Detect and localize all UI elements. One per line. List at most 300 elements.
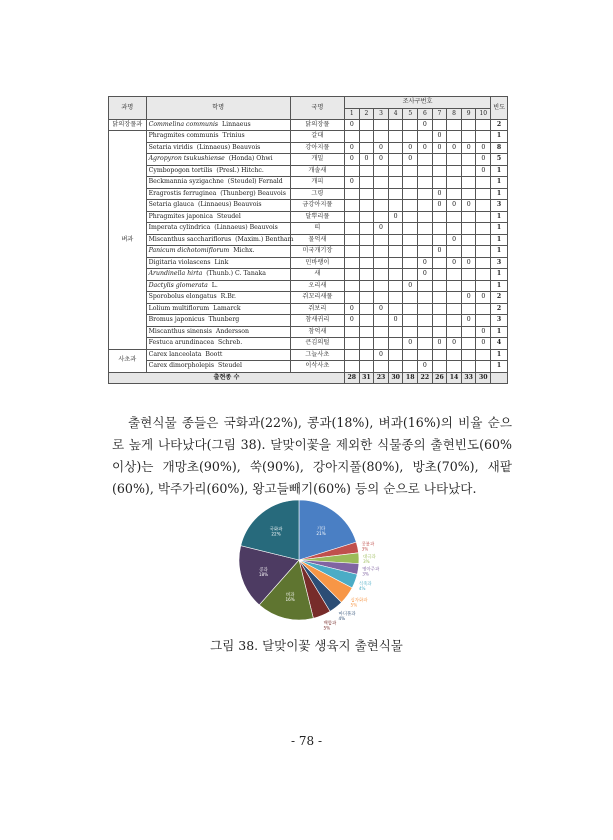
occurrence-mark [374, 131, 389, 143]
scientific-name-cell [146, 257, 290, 269]
korean-name-cell: 새 [290, 269, 344, 281]
occurrence-mark [461, 131, 476, 143]
occurrence-mark: 0 [345, 142, 360, 154]
occurrence-mark [388, 165, 403, 177]
occurrence-mark: 0 [388, 315, 403, 327]
korean-name-cell: 오리새 [290, 280, 344, 292]
occurrence-mark: 0 [432, 338, 447, 350]
table-row [109, 326, 508, 338]
occurrence-mark [345, 223, 360, 235]
occurrence-mark [403, 211, 418, 223]
author-name: (Linnaeus) Beauvois [197, 201, 262, 209]
occurrence-mark [359, 338, 374, 350]
occurrence-mark [476, 119, 491, 131]
frequency-cell: 1 [491, 131, 508, 143]
occurrence-mark [418, 315, 433, 327]
occurrence-mark [388, 361, 403, 373]
occurrence-mark [374, 326, 389, 338]
occurrence-mark [374, 269, 389, 281]
survey-number-header: 5 [403, 108, 418, 119]
scientific-name-cell [146, 292, 290, 304]
author-name: Thunberg [208, 316, 240, 324]
occurrence-mark [476, 349, 491, 361]
occurrence-mark [447, 165, 462, 177]
occurrence-mark [418, 246, 433, 258]
occurrence-mark [359, 303, 374, 315]
occurrence-mark [432, 349, 447, 361]
korean-name-cell: 강아지풀 [290, 142, 344, 154]
frequency-cell: 2 [491, 303, 508, 315]
occurrence-mark [359, 349, 374, 361]
scientific-name: Carex dimorpholepis [148, 362, 215, 370]
occurrence-mark: 0 [418, 119, 433, 131]
occurrence-mark [359, 211, 374, 223]
korean-name-cell: 미국개기장 [290, 246, 344, 258]
table-row [109, 315, 508, 327]
occurrence-mark: 0 [374, 142, 389, 154]
occurrence-mark [447, 211, 462, 223]
occurrence-mark [461, 361, 476, 373]
scientific-name-cell [146, 165, 290, 177]
occurrence-mark [447, 223, 462, 235]
scientific-name-cell [146, 361, 290, 373]
occurrence-mark [432, 177, 447, 189]
frequency-cell: 4 [491, 338, 508, 350]
slice-label: 명아주과 [362, 567, 380, 573]
occurrence-mark [374, 315, 389, 327]
scientific-name-cell [146, 326, 290, 338]
occurrence-mark [461, 223, 476, 235]
occurrence-mark [403, 257, 418, 269]
occurrence-mark [359, 188, 374, 200]
survey-number-header: 3 [374, 108, 389, 119]
occurrence-mark [418, 165, 433, 177]
frequency-cell: 8 [491, 142, 508, 154]
total-count: 14 [447, 372, 462, 384]
occurrence-mark [388, 177, 403, 189]
occurrence-mark [447, 349, 462, 361]
occurrence-mark [403, 223, 418, 235]
occurrence-mark [432, 154, 447, 166]
scientific-name-cell [146, 246, 290, 258]
survey-number-header: 8 [447, 108, 462, 119]
frequency-cell: 5 [491, 154, 508, 166]
occurrence-mark [418, 234, 433, 246]
occurrence-mark: 0 [403, 338, 418, 350]
slice-percent: 22% [271, 531, 281, 537]
occurrence-mark: 0 [345, 315, 360, 327]
occurrence-mark [432, 361, 447, 373]
occurrence-mark [461, 177, 476, 189]
occurrence-mark [388, 200, 403, 212]
occurrence-mark [374, 361, 389, 373]
occurrence-mark [432, 269, 447, 281]
scientific-name: Festuca arundinacea [148, 339, 215, 347]
slice-label: 국화과 [269, 527, 283, 533]
occurrence-mark: 0 [432, 246, 447, 258]
total-blank [491, 372, 508, 384]
occurrence-mark: 0 [476, 326, 491, 338]
occurrence-mark [418, 223, 433, 235]
occurrence-mark [461, 326, 476, 338]
table-row [109, 223, 508, 235]
total-count: 22 [418, 372, 433, 384]
occurrence-mark [403, 119, 418, 131]
occurrence-mark [418, 349, 433, 361]
occurrence-mark [403, 349, 418, 361]
occurrence-mark [359, 361, 374, 373]
slice-label: 대극과 [362, 554, 376, 560]
slice-percent: 3% [362, 571, 369, 577]
table-row [109, 269, 508, 281]
occurrence-mark [432, 211, 447, 223]
occurrence-mark [345, 326, 360, 338]
occurrence-mark [374, 234, 389, 246]
korean-name-cell: 참억새 [290, 326, 344, 338]
occurrence-mark [432, 315, 447, 327]
occurrence-mark [447, 188, 462, 200]
frequency-cell: 1 [491, 234, 508, 246]
frequency-cell: 1 [491, 280, 508, 292]
occurrence-mark: 0 [345, 303, 360, 315]
frequency-cell: 3 [491, 257, 508, 269]
author-name: Steudel [216, 212, 241, 220]
occurrence-mark [432, 303, 447, 315]
occurrence-mark [359, 257, 374, 269]
scientific-name: Bromus japonicus [148, 316, 205, 324]
total-count: 33 [461, 372, 476, 384]
frequency-cell: 1 [491, 223, 508, 235]
occurrence-mark [447, 315, 462, 327]
occurrence-mark [374, 338, 389, 350]
survey-number-header: 4 [388, 108, 403, 119]
occurrence-mark [447, 269, 462, 281]
occurrence-mark: 0 [388, 211, 403, 223]
occurrence-mark: 0 [418, 142, 433, 154]
occurrence-mark [418, 154, 433, 166]
occurrence-mark [461, 119, 476, 131]
scientific-name-cell [146, 131, 290, 143]
author-name: R.Br. [220, 293, 237, 301]
korean-name-cell: 물억새 [290, 234, 344, 246]
occurrence-mark [403, 315, 418, 327]
occurrence-mark [388, 257, 403, 269]
occurrence-mark [388, 188, 403, 200]
occurrence-mark: 0 [476, 142, 491, 154]
korean-name-cell: 띠 [290, 223, 344, 235]
occurrence-mark [476, 200, 491, 212]
occurrence-mark [418, 177, 433, 189]
occurrence-mark: 0 [476, 338, 491, 350]
total-count: 23 [374, 372, 389, 384]
author-name: (Presl.) Hitchc. [216, 166, 264, 174]
scientific-name: Lolium multiflorum [148, 304, 210, 312]
survey-number-header: 1 [345, 108, 360, 119]
occurrence-mark: 0 [374, 303, 389, 315]
occurrence-mark: 0 [432, 142, 447, 154]
occurrence-mark [403, 177, 418, 189]
occurrence-mark [359, 246, 374, 258]
frequency-cell: 3 [491, 315, 508, 327]
occurrence-mark [418, 292, 433, 304]
paragraph-text: 출현식물 종들은 국화과(22%), 콩과(18%), 벼과(16%)의 비율 순으로 높게 나타났다(그림 38). 달맞이꽃을 제외한 식물종의 출현빈도(60%이상)는 개망초(90%), 쑥(90%), 강아지풀(80%), 방초(70%), 새팥(60%), 박주가리(60%), 왕고들빼기(60%) 등의 순으로 나타났다. [112, 415, 512, 496]
survey-number-header: 10 [476, 108, 491, 119]
scientific-name-cell [146, 234, 294, 246]
scientific-name-cell [146, 211, 290, 223]
frequency-cell: 2 [491, 292, 508, 304]
header-survey-number: 조사구번호 [345, 97, 491, 109]
occurrence-mark [359, 223, 374, 235]
scientific-name-cell [146, 315, 290, 327]
occurrence-mark [374, 257, 389, 269]
scientific-name-cell [146, 303, 290, 315]
author-name: (Steudel) Fernald [227, 178, 283, 186]
occurrence-mark [403, 292, 418, 304]
scientific-name-cell [146, 269, 290, 281]
scientific-name-cell [146, 280, 290, 292]
slice-percent: 4% [338, 616, 346, 622]
occurrence-mark [388, 246, 403, 258]
slice-label: 기타 [316, 527, 326, 533]
frequency-cell: 1 [491, 361, 508, 373]
occurrence-mark [476, 303, 491, 315]
occurrence-mark: 0 [374, 349, 389, 361]
frequency-cell: 1 [491, 177, 508, 189]
family-cell: 사초과 [109, 349, 147, 372]
occurrence-mark [461, 269, 476, 281]
occurrence-mark [345, 257, 360, 269]
occurrence-mark [345, 338, 360, 350]
occurrence-mark: 0 [403, 154, 418, 166]
table-row [109, 280, 508, 292]
author-name: (Linnaeus) Beauvois [214, 224, 278, 232]
occurrence-mark: 0 [461, 292, 476, 304]
occurrence-mark: 0 [403, 142, 418, 154]
scientific-name-cell [146, 338, 290, 350]
occurrence-mark [345, 234, 360, 246]
occurrence-mark: 0 [461, 200, 476, 212]
slice-label: 벼과 [285, 593, 295, 599]
scientific-name-cell [146, 349, 290, 361]
total-count: 26 [432, 372, 447, 384]
occurrence-mark [461, 211, 476, 223]
occurrence-mark [432, 165, 447, 177]
frequency-cell: 1 [491, 269, 508, 281]
occurrence-mark [388, 303, 403, 315]
frequency-cell: 1 [491, 349, 508, 361]
scientific-name: Setaria glauca [148, 201, 195, 209]
table-row [109, 200, 508, 212]
scientific-name: Cymbopogon tortilis [148, 166, 213, 174]
total-count: 31 [359, 372, 374, 384]
slice-label: 콩과 [259, 568, 268, 574]
slice-percent: 5% [350, 602, 358, 608]
total-count: 28 [345, 372, 360, 384]
scientific-name: Miscanthus sinensis [148, 327, 212, 335]
occurrence-mark: 0 [461, 142, 476, 154]
scientific-name: Miscanthus sacchariflorus [148, 235, 232, 243]
occurrence-mark [388, 154, 403, 166]
occurrence-mark: 0 [476, 292, 491, 304]
slice-label: 십자화과 [350, 598, 368, 604]
korean-name-cell: 그령 [290, 188, 344, 200]
occurrence-mark [374, 280, 389, 292]
occurrence-mark [345, 292, 360, 304]
author-name: L. [211, 281, 218, 289]
occurrence-mark [345, 131, 360, 143]
occurrence-mark: 0 [461, 315, 476, 327]
author-name: (Honda) Ohwi [228, 155, 273, 163]
occurrence-mark [447, 246, 462, 258]
table-row [109, 154, 508, 166]
korean-name-cell: 참새귀리 [290, 315, 344, 327]
occurrence-mark: 0 [345, 119, 360, 131]
occurrence-mark [403, 234, 418, 246]
scientific-name: Eragrostis ferruginea [148, 189, 217, 197]
author-name: Michx. [233, 247, 255, 255]
occurrence-mark: 0 [418, 269, 433, 281]
scientific-name: Phragmites communis [148, 132, 219, 140]
frequency-cell: 1 [491, 165, 508, 177]
occurrence-mark [476, 223, 491, 235]
occurrence-mark: 0 [447, 142, 462, 154]
header-family: 과명 [109, 97, 147, 120]
scientific-name: Digitaria violascens [148, 258, 211, 266]
scientific-name: Imperata cylindrica [148, 224, 211, 232]
occurrence-mark [345, 361, 360, 373]
table-row [109, 292, 508, 304]
occurrence-mark [345, 165, 360, 177]
occurrence-mark [345, 269, 360, 281]
slice-percent: 4% [358, 585, 366, 591]
slice-percent: 18% [258, 572, 269, 578]
occurrence-mark: 0 [418, 257, 433, 269]
occurrence-mark [388, 269, 403, 281]
occurrence-mark [476, 177, 491, 189]
family-cell: 벼과 [109, 131, 147, 350]
occurrence-mark: 0 [432, 188, 447, 200]
occurrence-mark [476, 211, 491, 223]
occurrence-mark [432, 234, 447, 246]
table-row [109, 246, 508, 258]
scientific-name: Arundinella hirta [148, 270, 203, 278]
occurrence-mark [374, 211, 389, 223]
survey-number-header: 7 [432, 108, 447, 119]
occurrence-mark [388, 338, 403, 350]
occurrence-mark: 0 [374, 154, 389, 166]
korean-name-cell: 금강아지풀 [290, 200, 344, 212]
occurrence-mark: 0 [447, 257, 462, 269]
occurrence-mark [447, 154, 462, 166]
occurrence-mark [359, 326, 374, 338]
body-paragraph [112, 412, 512, 500]
total-count: 30 [476, 372, 491, 384]
header-korean-name: 국명 [290, 97, 344, 120]
occurrence-mark: 0 [461, 257, 476, 269]
occurrence-mark [447, 280, 462, 292]
occurrence-mark [359, 269, 374, 281]
occurrence-mark [447, 131, 462, 143]
occurrence-mark [418, 338, 433, 350]
occurrence-mark [447, 119, 462, 131]
occurrence-mark [476, 315, 491, 327]
occurrence-mark [388, 131, 403, 143]
total-label: 출현종 수 [109, 372, 345, 384]
author-name: Linnaeus [222, 120, 251, 128]
occurrence-mark [418, 211, 433, 223]
occurrence-mark [447, 292, 462, 304]
occurrence-mark [461, 349, 476, 361]
occurrence-mark [374, 119, 389, 131]
author-name: Lamarck [213, 304, 241, 312]
occurrence-mark [432, 257, 447, 269]
korean-name-cell: 쥐꼬리새풀 [290, 292, 344, 304]
korean-name-cell: 개밀 [290, 154, 344, 166]
occurrence-mark [388, 292, 403, 304]
slice-percent: 16% [285, 597, 295, 603]
korean-name-cell: 달뿌리풀 [290, 211, 344, 223]
total-count: 30 [388, 372, 403, 384]
occurrence-mark [359, 280, 374, 292]
author-name: (Thunberg) Beauvois [220, 189, 286, 197]
table-row [109, 119, 508, 131]
korean-name-cell: 그늘사초 [290, 349, 344, 361]
scientific-name-cell [146, 188, 290, 200]
scientific-name: Phragmites japonica [148, 212, 213, 220]
occurrence-mark: 0 [345, 154, 360, 166]
frequency-cell: 1 [491, 326, 508, 338]
frequency-cell: 3 [491, 200, 508, 212]
occurrence-mark [476, 280, 491, 292]
occurrence-mark [359, 119, 374, 131]
table-row [109, 165, 508, 177]
frequency-cell: 2 [491, 119, 508, 131]
occurrence-mark [403, 165, 418, 177]
scientific-name-cell [146, 177, 290, 189]
korean-name-cell: 쥐보리 [290, 303, 344, 315]
occurrence-mark [447, 177, 462, 189]
occurrence-mark: 0 [345, 177, 360, 189]
scientific-name: Setaria viridis [148, 143, 193, 151]
slice-percent: 5% [323, 625, 331, 631]
family-cell: 닭의장풀과 [109, 119, 147, 131]
occurrence-mark [476, 188, 491, 200]
table-row [109, 361, 508, 373]
occurrence-mark [359, 165, 374, 177]
author-name: (Maxim.) Bentham [235, 235, 294, 243]
occurrence-mark [345, 246, 360, 258]
occurrence-mark [418, 303, 433, 315]
occurrence-mark: 0 [447, 200, 462, 212]
slice-label: 마디풀과 [338, 612, 356, 618]
occurrence-mark [432, 292, 447, 304]
occurrence-mark [461, 246, 476, 258]
author-name: Link [214, 258, 229, 266]
occurrence-mark: 0 [432, 131, 447, 143]
occurrence-mark [432, 326, 447, 338]
table-row [109, 257, 508, 269]
table-row [109, 338, 508, 350]
occurrence-mark [403, 200, 418, 212]
scientific-name: Sporobolus elongatus [148, 293, 217, 301]
occurrence-mark [403, 326, 418, 338]
scientific-name-cell [146, 142, 290, 154]
korean-name-cell: 이삭사초 [290, 361, 344, 373]
occurrence-mark [345, 200, 360, 212]
occurrence-mark [461, 165, 476, 177]
occurrence-mark [461, 303, 476, 315]
occurrence-mark [374, 200, 389, 212]
